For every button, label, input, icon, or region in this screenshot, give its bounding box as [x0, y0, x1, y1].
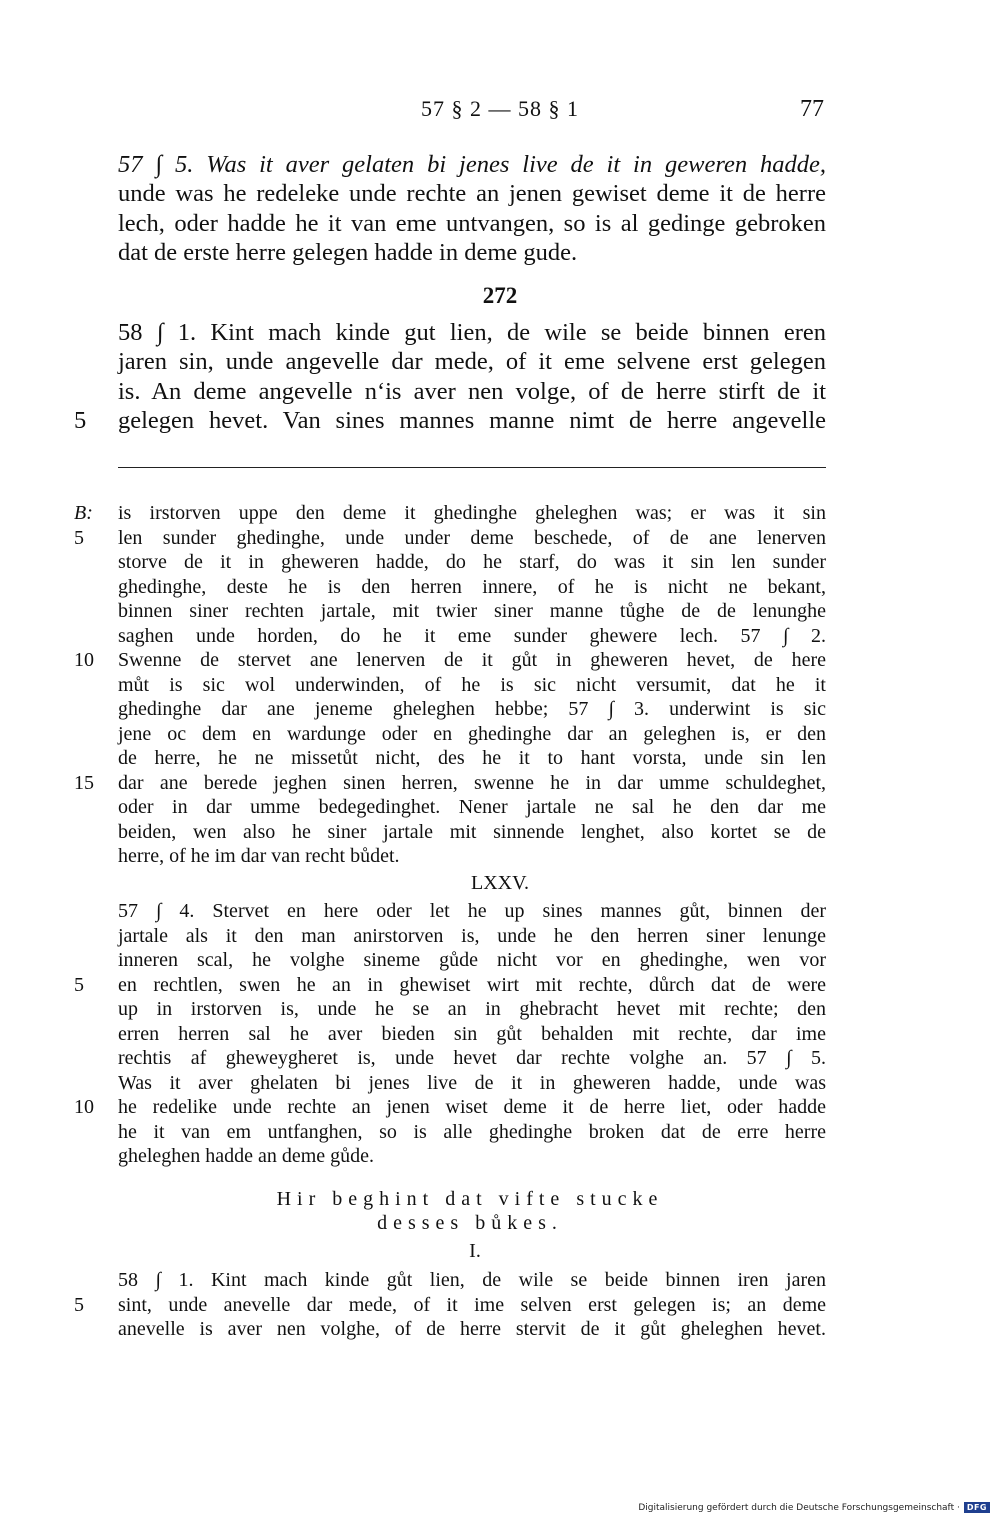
- text-line: [118, 820, 826, 845]
- running-head-center: 57 § 2 — 58 § 1: [421, 96, 579, 121]
- page-number: 77: [800, 96, 824, 122]
- text-line-content: erren herren sal he aver bieden sin gůt behalden mit rechte, dar ime: [118, 1022, 826, 1045]
- text-line: [118, 722, 826, 747]
- text-line: [74, 771, 826, 796]
- line-number: 5: [74, 526, 84, 549]
- text-line-content: ghedinghe, deste he is den herren innere, of he is nicht ne bekant,: [118, 575, 826, 598]
- text-line: [118, 1071, 826, 1096]
- text-line-content: ghedinghe dar ane jeneme gheleghen hebbe; 57 ∫ 3. underwint is sic: [118, 698, 826, 720]
- text-line-content: is. An deme angevelle n‘is aver nen volge, of de herre stirft de it: [118, 377, 826, 405]
- text-line-content: storve de it in gheweren hadde, do he starf, do was it sin len sunder: [118, 551, 826, 573]
- text-line-content: herre, of he im dar van recht bůdet.: [118, 845, 400, 867]
- text-line: [118, 697, 826, 722]
- apparatus-block-2: [74, 899, 826, 1169]
- text-line: [118, 673, 826, 698]
- text-line-content: en rechtlen, swen he an in ghewiset wirt mit rechte, důrch dat de were: [118, 973, 826, 996]
- text-line-content: 58 ∫ 1. Kint mach kinde gůt lien, de wile se beide binnen iren jaren: [118, 1269, 826, 1291]
- line-number: 5: [74, 973, 84, 996]
- text-line-content: gelegen hevet. Van sines mannes manne nimt de herre angevelle: [118, 406, 826, 434]
- text-line: [118, 550, 826, 575]
- text-line-content: len sunder ghedinghe, unde under deme beschede, of de ane lenerven: [118, 526, 826, 549]
- manuscript-siglum: B:: [74, 502, 93, 524]
- text-line-content: de herre, he ne missetůt nicht, des he it to hant vorsta, unde sin len: [118, 747, 826, 769]
- digitization-footer: [638, 1502, 990, 1513]
- text-line: [118, 624, 826, 649]
- text-line-content: he it van em untfanghen, so is alle ghedinghe broken dat de erre herre: [118, 1120, 826, 1143]
- text-line: [118, 1317, 826, 1342]
- text-line-content: jaren sin, unde angevelle dar mede, of it eme selvene erst gelegen: [118, 348, 826, 376]
- text-line-content: sint, unde anevelle dar mede, of it ime selven erst gelegen is; an deme: [118, 1293, 826, 1316]
- book-title-line-2: desses bůkes.: [377, 1212, 563, 1234]
- text-line-content: gheleghen hadde an deme gůde.: [118, 1145, 375, 1167]
- text-line: [118, 948, 826, 973]
- text-line: [118, 1046, 826, 1071]
- chapter-heading-i: I.: [469, 1240, 481, 1262]
- text-line: [118, 209, 826, 238]
- line-number: 5: [74, 1293, 84, 1316]
- text-line: [74, 1293, 826, 1318]
- text-line-content: inneren scal, he volghe sineme gůde nicht vor en ghedinghe, wen vor: [118, 949, 826, 971]
- text-line: [118, 899, 826, 924]
- text-line-content: lech, oder hadde he it van eme untvangen, so is al gedinge gebroken: [118, 209, 826, 237]
- text-line: [74, 501, 826, 526]
- text-line-content: he redelike unde rechte an jenen wiset deme it de herre liet, oder hadde: [118, 1096, 826, 1118]
- dfg-logo-icon: DFG: [964, 1502, 990, 1513]
- main-text-block-2: [74, 318, 826, 435]
- text-line-content: unde was he redeleke unde rechte an jenen gewiset deme it de herre: [118, 180, 826, 208]
- text-line-content: saghen unde horden, do he it eme sunder ghewere lech. 57 ∫ 2.: [118, 624, 826, 647]
- chapter-heading-lxxv: LXXV.: [471, 872, 529, 894]
- text-line: [118, 150, 826, 179]
- line-number: 15: [74, 771, 94, 794]
- text-line: [118, 599, 826, 624]
- text-line: [118, 924, 826, 949]
- text-line-content: is irstorven uppe den deme it ghedinghe gheleghen was; er was it sin: [118, 502, 826, 524]
- text-line: [74, 526, 826, 551]
- line-number: 10: [74, 1096, 94, 1118]
- text-line-content: oder in dar umme bedegedinghet. Nener jartale ne sal he den dar me: [118, 796, 826, 818]
- text-line-content: jene oc dem en wardunge oder en ghedinghe dar an geleghen is, er den: [118, 722, 826, 745]
- main-text-block-1: [118, 150, 826, 267]
- text-line: [118, 746, 826, 771]
- text-line: [118, 318, 826, 347]
- text-line: [74, 1095, 826, 1120]
- text-line: [118, 795, 826, 820]
- text-line-content: dat de erste herre gelegen hadde in deme gude.: [118, 238, 578, 266]
- text-line: [118, 179, 826, 208]
- section-number: 272: [482, 283, 518, 308]
- text-line: [74, 406, 826, 435]
- line-number: 5: [74, 406, 87, 434]
- text-line: [118, 1120, 826, 1145]
- text-line-content: Was it aver ghelaten bi jenes live de it in gheweren hadde, unde was: [118, 1071, 826, 1094]
- text-line-content: up in irstorven is, unde he se an in ghebracht hevet mit rechte; den: [118, 998, 826, 1020]
- text-line-content: rechtis af gheweygheret is, unde hevet dar rechte volghe an. 57 ∫ 5.: [118, 1047, 826, 1069]
- book-title-line-1: Hir beghint dat vifte stucke: [276, 1188, 664, 1210]
- text-line-content: anevelle is aver nen volghe, of de herre stervit de it gůt gheleghen hevet.: [118, 1318, 826, 1340]
- text-line: [118, 1268, 826, 1293]
- text-line: [74, 973, 826, 998]
- text-line: [118, 844, 826, 869]
- line-number: 10: [74, 649, 94, 671]
- text-line-content: 57 ∫ 4. Stervet en here oder let he up sines mannes gůt, binnen der: [118, 900, 826, 922]
- running-head: [0, 96, 1000, 128]
- text-line: [118, 1022, 826, 1047]
- text-line-content: binnen siner rechten jartale, mit twier siner manne tůghe de de lenunghe: [118, 600, 826, 622]
- text-line-content: jartale als it den man anirstorven is, unde he den herren siner lenunge: [118, 924, 826, 947]
- text-line: [118, 997, 826, 1022]
- text-line: [118, 575, 826, 600]
- text-line: [118, 238, 826, 267]
- apparatus-block-1: [74, 501, 826, 869]
- footer-credit: Digitalisierung gefördert durch die Deutsche Forschungsgemeinschaft ·: [638, 1502, 960, 1513]
- text-line-content: beiden, wen also he siner jartale mit sinnende lenghet, also kortet se de: [118, 820, 826, 843]
- apparatus-block-3: [74, 1268, 826, 1342]
- separator-rule: [118, 467, 826, 468]
- text-line: [118, 1144, 826, 1169]
- text-line-content: 58 ∫ 1. Kint mach kinde gut lien, de wile se beide binnen eren: [118, 319, 826, 346]
- text-line-content: Swenne de stervet ane lenerven de it gůt in gheweren hevet, de here: [118, 649, 826, 671]
- text-line: [74, 648, 826, 673]
- text-line-content: 57 ∫ 5. Was it aver gelaten bi jenes live de it in geweren hadde,: [118, 151, 826, 178]
- text-line-content: dar ane berede jeghen sinen herren, swenne he in dar umme schuldeghet,: [118, 771, 826, 794]
- text-line: [118, 347, 826, 376]
- text-line: [118, 377, 826, 406]
- text-line-content: můt is sic wol underwinden, of he is sic nicht versumit, dat he it: [118, 673, 826, 696]
